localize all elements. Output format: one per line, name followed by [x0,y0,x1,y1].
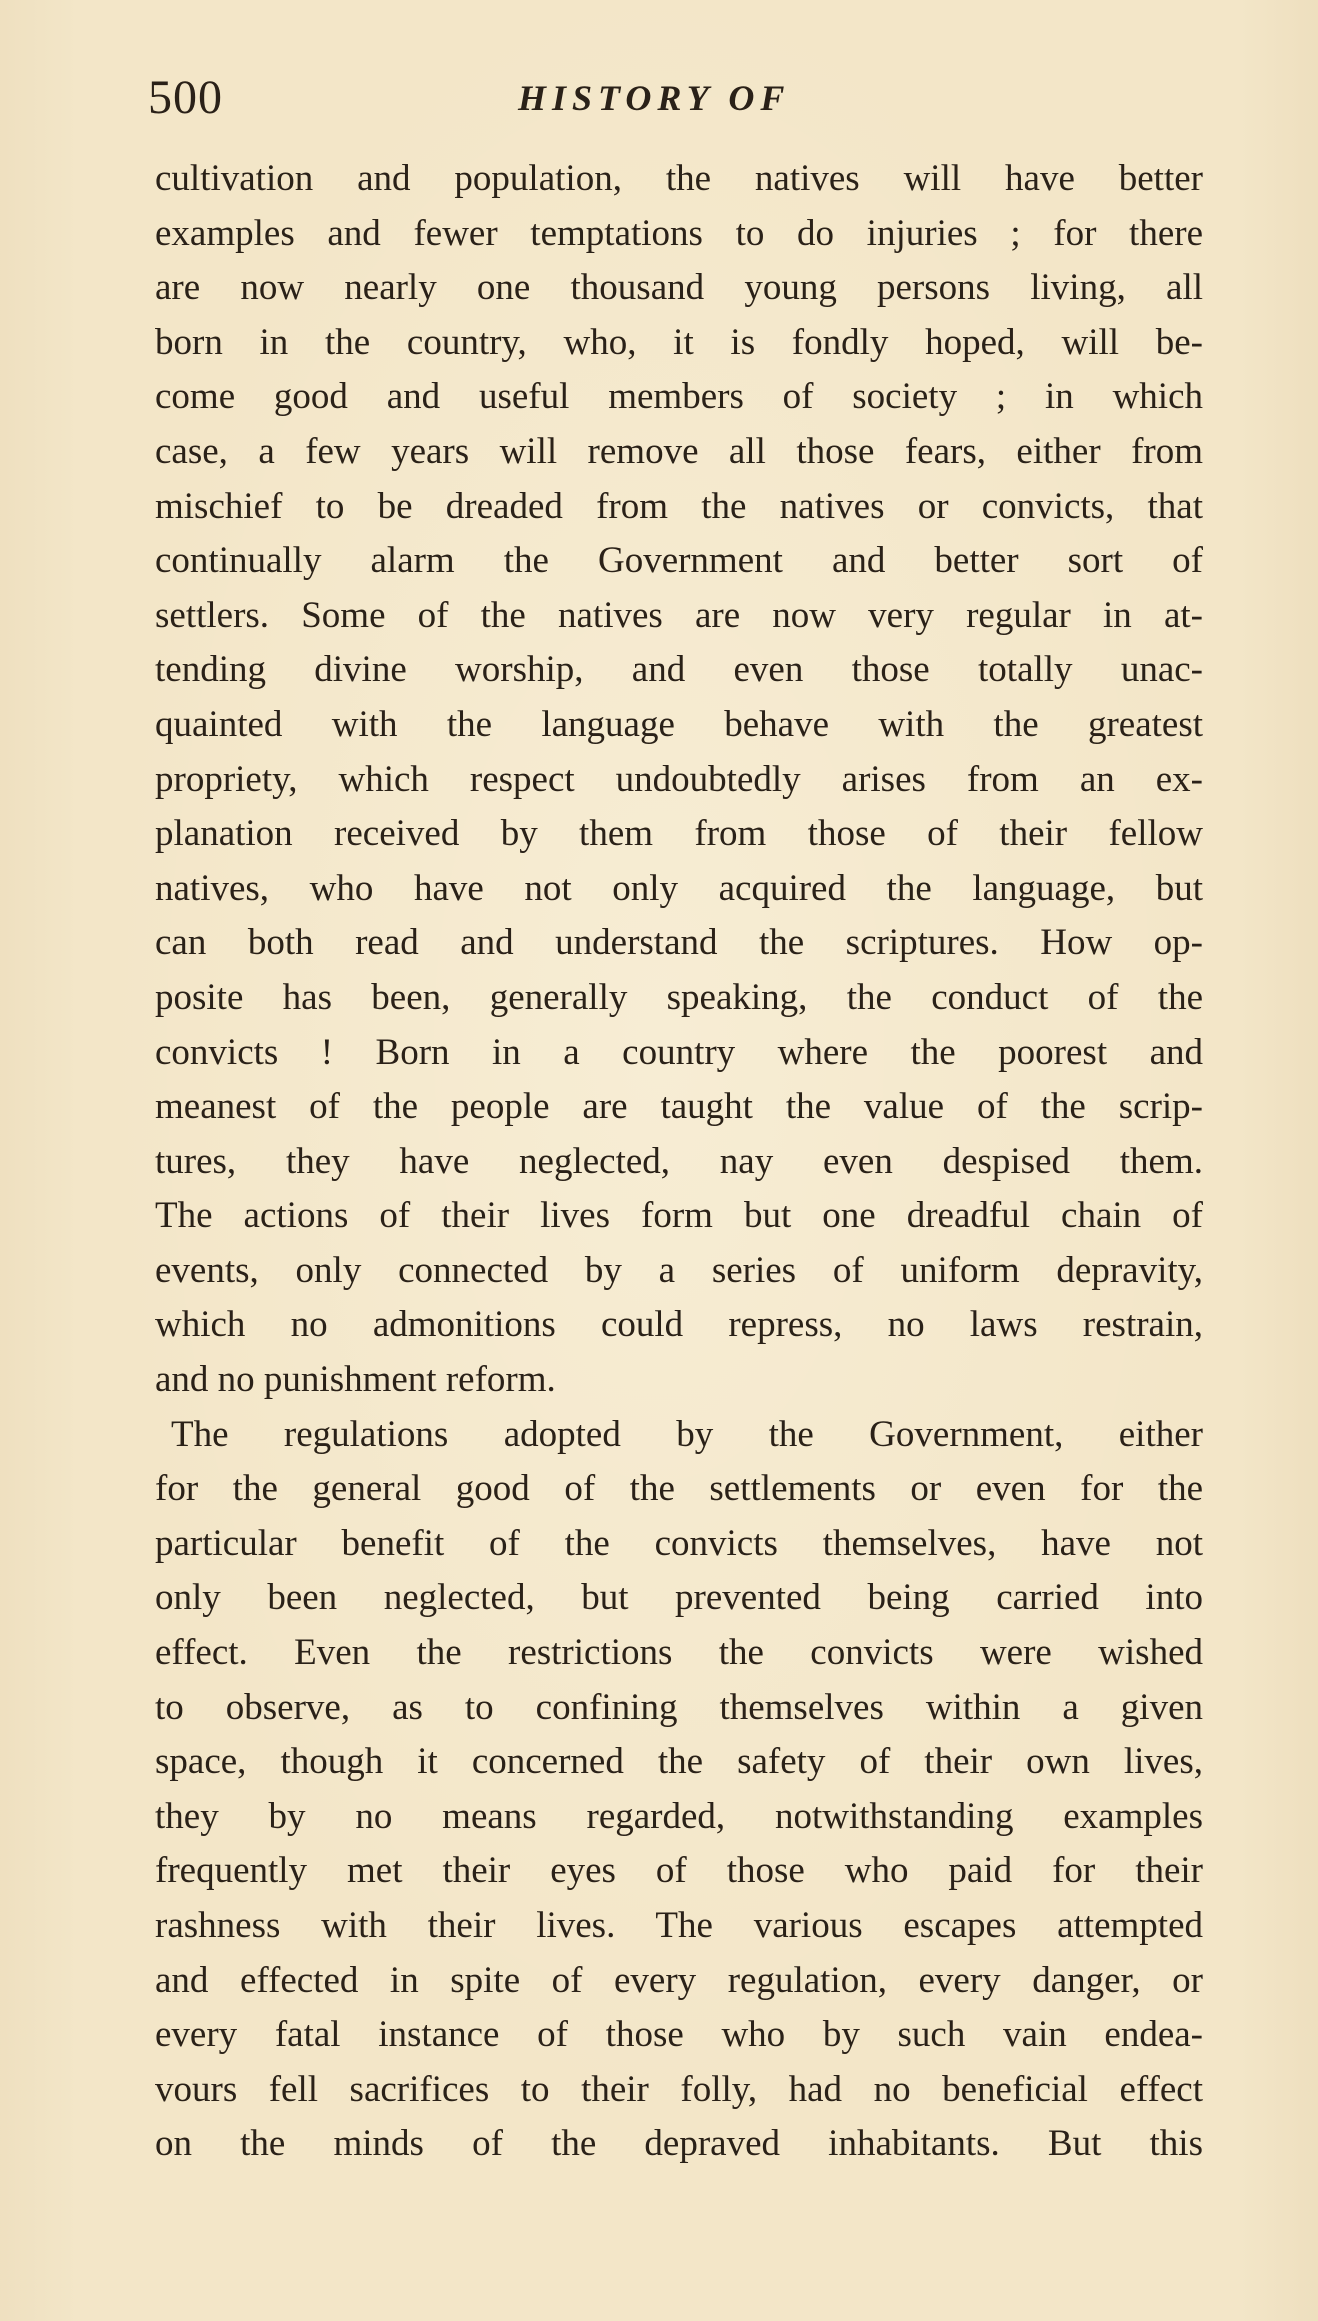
page-header [148,68,1208,128]
text-line: every fatal instance of those who by such vain endea- [155,2014,1203,2056]
text-line: meanest of the people are taught the value of the scrip- [155,1086,1203,1128]
text-line: come good and useful members of society ; in which [155,376,1203,418]
text-line: The actions of their lives form but one dreadful chain of [155,1195,1203,1237]
text-line: case, a few years will remove all those fears, either from [155,430,1203,472]
text-line: are now nearly one thousand young persons living, all [155,267,1203,309]
text-line: rashness with their lives. The various escapes attempted [155,1905,1203,1946]
text-line: tending divine worship, and even those totally unac- [155,649,1203,691]
paragraph-start-line: The regulations adopted by the Government, either [171,1413,1203,1455]
text-line: effect. Even the restrictions the convicts were wished [155,1632,1203,1674]
page-number: 500 [148,71,223,124]
running-head: HISTORY OF [518,78,791,118]
text-line: to observe, as to confining themselves within a given [155,1686,1203,1728]
text-line: posite has been, generally speaking, the conduct of the [155,976,1203,1018]
text-line: planation received by them from those of their fellow [155,813,1203,855]
text-line: can both read and understand the scriptures. How op- [155,922,1203,964]
text-line: they by no means regarded, notwithstanding examples [155,1795,1203,1837]
body-text [155,152,1203,2172]
text-line: examples and fewer temptations to do injuries ; for there [155,212,1203,254]
text-line: cultivation and population, the natives will have better [155,158,1203,199]
text-line: for the general good of the settlements or even for the [155,1468,1203,1510]
text-line: space, though it concerned the safety of their own lives, [155,1741,1203,1783]
text-line: continually alarm the Government and better sort of [155,540,1203,582]
text-line: convicts ! Born in a country where the poorest and [155,1031,1203,1073]
paragraph-end-line: and no punishment reform. [155,1359,556,1401]
text-line: which no admonitions could repress, no laws restrain, [155,1304,1203,1346]
text-line: mischief to be dreaded from the natives or convicts, that [155,485,1203,527]
text-line: events, only connected by a series of uniform depravity, [155,1249,1203,1291]
text-line: propriety, which respect undoubtedly arises from an ex- [155,758,1203,800]
text-line: frequently met their eyes of those who paid for their [155,1850,1203,1892]
text-line: particular benefit of the convicts themselves, have not [155,1522,1203,1564]
text-line: and effected in spite of every regulation, every danger, or [155,1959,1203,2001]
text-line: tures, they have neglected, nay even despised them. [155,1140,1203,1182]
text-line: vours fell sacrifices to their folly, had no beneficial effect [155,2068,1203,2110]
text-line: on the minds of the depraved inhabitants. But this [155,2123,1203,2165]
text-line: natives, who have not only acquired the language, but [155,867,1203,909]
text-line: quainted with the language behave with the greatest [155,703,1203,745]
text-line: only been neglected, but prevented being carried into [155,1577,1203,1619]
text-line: settlers. Some of the natives are now very regular in at- [155,594,1203,636]
text-line: born in the country, who, it is fondly hoped, will be- [155,321,1203,363]
